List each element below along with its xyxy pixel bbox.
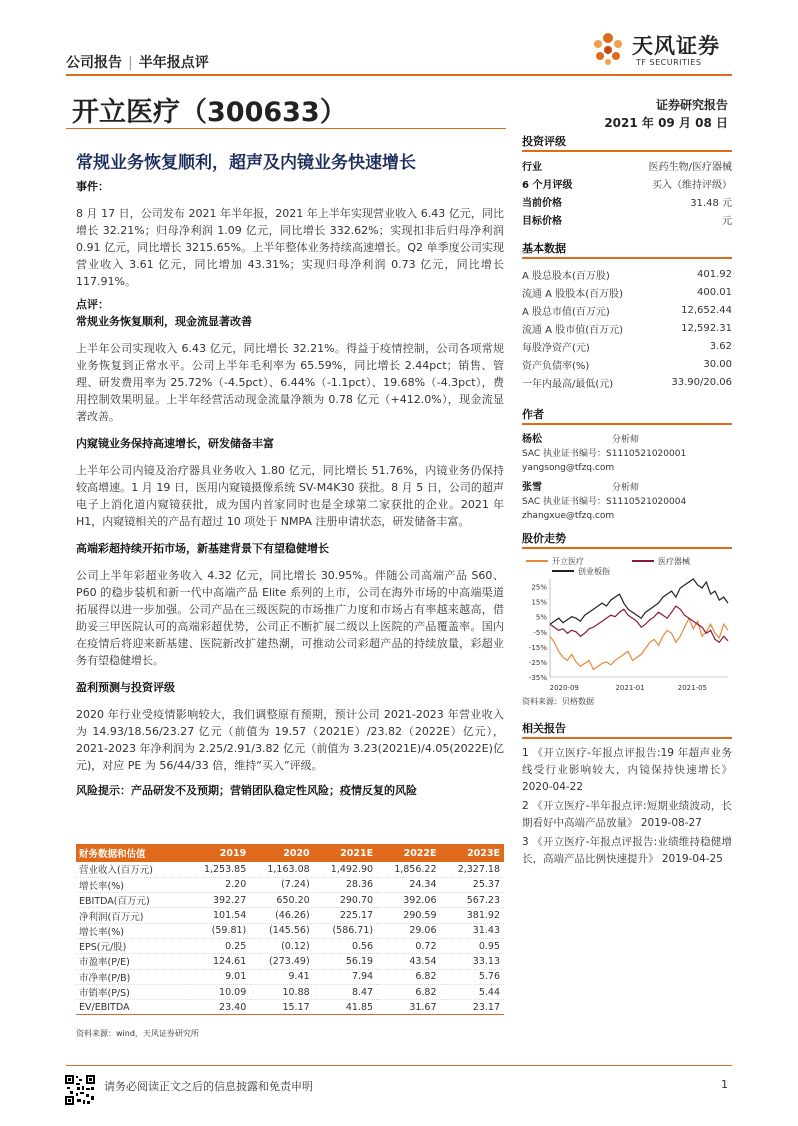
y-tick-label: 25%	[531, 583, 547, 592]
risk-line	[76, 782, 504, 799]
financial-cell: 8.47	[314, 984, 377, 999]
legend-label: 开立医疗	[552, 557, 584, 566]
series-line-2	[550, 606, 728, 642]
financial-cell: 2,327.18	[441, 862, 504, 877]
financial-cell: 31.43	[441, 923, 504, 938]
footer-disclaimer: 请务必阅读正文之后的信息披露和免责申明	[104, 1080, 313, 1093]
section4-title: 盈利预测与投资评级	[76, 681, 175, 694]
financial-cell: 25.37	[441, 877, 504, 892]
page-number: 1	[721, 1078, 728, 1091]
financial-cell: (586.71)	[314, 923, 377, 938]
x-tick-label: 2021-01	[615, 684, 645, 692]
financial-cell: 0.72	[377, 938, 440, 953]
financial-cell: 0.25	[187, 938, 250, 953]
financial-row	[76, 877, 504, 892]
brand-name-en: TF SECURITIES	[636, 58, 702, 67]
basic-data-key: A 股总市值(百万元)	[522, 306, 610, 318]
financial-cell: (7.24)	[250, 877, 313, 892]
brand-name-cn: 天风证券	[632, 34, 720, 58]
financial-cell: 5.76	[441, 969, 504, 984]
legend-label: 创业板指	[578, 567, 610, 576]
financial-row-label: 增长率(%)	[76, 923, 187, 938]
y-tick-label: -15%	[528, 643, 547, 652]
financial-table	[76, 844, 504, 1015]
financial-cell: (46.26)	[250, 908, 313, 923]
series-line-3	[550, 579, 728, 624]
author-name-line	[522, 481, 732, 495]
risk-title: 风险提示：	[76, 784, 131, 797]
basic-data-value: 3.62	[709, 340, 732, 352]
financial-cell: 31.67	[377, 1000, 440, 1015]
legend-label: 医疗器械	[658, 557, 690, 566]
financial-cell: 392.06	[377, 893, 440, 908]
event-title: 事件：	[76, 180, 109, 193]
report-category: 公司报告 | 半年报点评	[66, 55, 209, 71]
comment-title: 点评：	[76, 298, 109, 311]
basic-data-key: 资产负债率(%)	[522, 360, 590, 372]
financial-header-cell: 2022E	[377, 844, 440, 862]
financial-cell: 10.88	[250, 984, 313, 999]
basic-data-key: 每股净资产(元)	[522, 342, 590, 354]
financial-row	[76, 893, 504, 908]
financial-row-label: 市销率(P/S)	[76, 984, 187, 999]
financial-cell: 392.27	[187, 893, 250, 908]
basics-title: 基本数据	[522, 240, 732, 259]
basic-data-value: 12,592.31	[681, 322, 732, 334]
financial-cell: 23.17	[441, 1000, 504, 1015]
financial-cell: 6.82	[377, 969, 440, 984]
financial-cell: 28.36	[314, 877, 377, 892]
y-tick-label: -35%	[528, 674, 547, 682]
financial-cell: 290.70	[314, 893, 377, 908]
basic-data-row	[522, 373, 732, 391]
section2-title: 内窥镜业务保持高速增长，研发储备丰富	[76, 437, 274, 450]
financial-row	[76, 1000, 504, 1015]
related-report-item[interactable]: 3 《开立医疗-年报点评报告:业绩维持稳健增长，高端产品比例快速提升》 2019-04-25	[522, 836, 732, 865]
rating-value: 医药生物/医疗器械	[648, 161, 732, 173]
rating-key: 6 个月评级	[522, 179, 573, 191]
financial-cell: 0.56	[314, 938, 377, 953]
basic-data-key: 流通 A 股股本(百万股)	[522, 288, 624, 300]
y-tick-label: -5%	[533, 628, 547, 637]
section4-text: 2020 年行业受疫情影响较大，我们调整原有预期，预计公司 2021-2023 年营业收入为 14.93/18.56/23.27 亿元（前值为 19.57（2021E）/23.82（2022E）亿元），2021-2023 年净利润为 2.25/2.91/3.82 亿元（前值为 3.23(2021E)/4.05(2022E)亿元)，对应 PE 为 56/44/33 倍，维持“买入”评级。	[76, 708, 504, 772]
author-block	[522, 481, 732, 523]
rating-row	[522, 210, 732, 228]
financial-row-label: 增长率(%)	[76, 877, 187, 892]
footer-divider	[66, 1065, 732, 1066]
financial-row	[76, 938, 504, 953]
related-report-item[interactable]: 2 《开立医疗-半年报点评:短期业绩波动，长期看好中高端产品放量》 2019-08-27	[522, 800, 732, 829]
body-column	[76, 178, 504, 799]
basic-data-value: 30.00	[703, 358, 732, 370]
stock-trend-chart	[522, 553, 732, 693]
basic-data-row	[522, 265, 732, 283]
section3-text: 公司上半年彩超业务收入 4.32 亿元，同比增长 30.95%。伴随公司高端产品 S60、P60 的稳步装机和新一代中高端产品 Elite 系列的上市，公司在海外市场的中高端渠道拓展得以进一步加强。公司产品在三级医院的市场推广力度和市场占有率越来越高，借助妥三甲医院认可的高端彩超优势，公司正不断扩展二级以上医院的产品覆盖率。国内在疫情后将迎来新基建、医院新改扩建热潮，可推动公司彩超产品的持续放量，彩超业务有望稳健增长。	[76, 569, 504, 667]
basic-data-key: 一年内最高/最低(元)	[522, 378, 614, 390]
financial-cell: 10.09	[187, 984, 250, 999]
basic-data-key: A 股总股本(百万股)	[522, 270, 610, 282]
related-panel	[522, 720, 732, 870]
subcategory-label: 半年报点评	[138, 55, 209, 71]
financial-row	[76, 954, 504, 969]
financial-cell: 1,163.08	[250, 862, 313, 877]
financial-cell: 41.85	[314, 1000, 377, 1015]
financial-cell: 23.40	[187, 1000, 250, 1015]
basic-data-row	[522, 355, 732, 373]
author-role: 分析师	[612, 483, 640, 493]
rating-title: 投资评级	[522, 133, 732, 152]
financial-header-cell: 2019	[187, 844, 250, 862]
financial-cell: (0.12)	[250, 938, 313, 953]
event-text: 8 月 17 日，公司发布 2021 年半年报，2021 年上半年实现营业收入 6.43 亿元，同比增长 32.21%；归母净利润 1.09 亿元，同比增长 332.62%；实现扣非后归母净利润 0.91 亿元，同比增长 3215.65%。上半年整体业务持续高速增长。Q2 单季度公司实现营业收入 3.61 亿元，同比增加 43.31%；实现归母净利润 0.73 亿元，同比增长 117.91%。	[76, 207, 504, 288]
financial-row-label: EPS(元/股)	[76, 938, 187, 953]
rating-key: 目标价格	[522, 215, 562, 227]
financial-row-label: 净利润(百万元)	[76, 908, 187, 923]
report-type: 证券研究报告	[655, 98, 728, 112]
author-email[interactable]: yangsong@tfzq.com	[522, 463, 615, 473]
basic-data-row	[522, 319, 732, 337]
financial-cell: 15.17	[250, 1000, 313, 1015]
basic-data-value: 401.92	[697, 268, 732, 280]
rating-row	[522, 174, 732, 192]
basic-data-row	[522, 283, 732, 301]
section1-title: 常规业务恢复顺利，现金流显著改善	[76, 315, 252, 328]
financial-cell: 56.19	[314, 954, 377, 969]
financial-cell: (273.49)	[250, 954, 313, 969]
financial-cell: 9.41	[250, 969, 313, 984]
related-report-item[interactable]: 1 《开立医疗-年报点评报告:19 年超声业务线受行业影响较大，内镜保持快速增长》 2020-04-22	[522, 747, 732, 793]
financial-cell: 124.61	[187, 954, 250, 969]
author-cert: SAC 执业证书编号：S1110521020004	[522, 497, 687, 507]
trend-title: 股价走势	[522, 530, 732, 549]
basics-panel	[522, 240, 732, 391]
related-title: 相关报告	[522, 720, 732, 739]
report-date: 2021 年 09 月 08 日	[604, 116, 728, 130]
financial-header-cell: 财务数据和估值	[76, 844, 187, 862]
series-line-1	[550, 618, 728, 669]
title-divider	[66, 128, 506, 129]
financial-cell: 5.44	[441, 984, 504, 999]
financial-cell: 1,253.85	[187, 862, 250, 877]
basic-data-value: 12,652.44	[681, 304, 732, 316]
section2-text: 上半年公司内镜及治疗器具业务收入 1.80 亿元，同比增长 51.76%，内镜业务仍保持较高增速。1 月 19 日，医用内窥镜摄像系统 SV-M4K30 获批。8 月 5 日，公司的超声电子上消化道内窥镜获批，成为国内首家同时也是全球第二家获批的企业。2021 年 H1，内窥镜相关的产品有超过 10 项处于 NMPA 注册申请状态，研发储备丰富。	[76, 464, 504, 528]
basic-data-row	[522, 337, 732, 355]
financial-header-cell: 2021E	[314, 844, 377, 862]
financial-cell: 2.20	[187, 877, 250, 892]
x-tick-label: 2021-05	[677, 684, 708, 692]
y-tick-label: -25%	[528, 658, 547, 667]
category-label: 公司报告	[66, 55, 122, 71]
financial-header-cell: 2020	[250, 844, 313, 862]
rating-key: 行业	[522, 161, 542, 173]
author-name: 杨松	[522, 434, 542, 445]
financial-row-label: EBITDA(百万元)	[76, 893, 187, 908]
trend-source: 资料来源：贝格数据	[522, 697, 594, 706]
authors-panel	[522, 406, 732, 523]
financial-row-label: 市盈率(P/E)	[76, 954, 187, 969]
section1-text: 上半年公司实现收入 6.43 亿元，同比增长 32.21%。得益于疫情控制，公司各项常规业务恢复到正常水平。公司上半年毛利率为 65.59%，同比增长 2.44pct；销售、管理、研发费用率为 25.72%（-4.5pct）、6.44%（-1.1pct）、19.68%（-4.3pct），费用控制效果明显。上半年经营活动现金流量净额为 0.78 亿元（+412.0%），现金流显著改善。	[76, 342, 504, 423]
financial-row-label: 营业收入(百万元)	[76, 862, 187, 877]
y-tick-label: 5%	[535, 613, 547, 622]
financial-cell: 29.06	[377, 923, 440, 938]
author-name-line	[522, 433, 732, 447]
financial-cell: 290.59	[377, 908, 440, 923]
financial-cell: 24.34	[377, 877, 440, 892]
financial-cell: 7.94	[314, 969, 377, 984]
y-tick-label: 15%	[531, 598, 547, 607]
financial-cell: 6.82	[377, 984, 440, 999]
header-divider	[66, 74, 732, 76]
rating-row	[522, 192, 732, 210]
financial-cell: 567.23	[441, 893, 504, 908]
trend-panel	[522, 530, 732, 707]
rating-panel	[522, 133, 732, 228]
basic-data-row	[522, 301, 732, 319]
financial-cell: 225.17	[314, 908, 377, 923]
financial-header-cell: 2023E	[441, 844, 504, 862]
company-title: 开立医疗（300633）	[72, 97, 347, 128]
financial-row	[76, 984, 504, 999]
basic-data-value: 400.01	[697, 286, 732, 298]
financial-source: 资料来源：wind，天风证券研究所	[76, 1029, 199, 1038]
author-role: 分析师	[612, 435, 640, 445]
rating-value: 元	[722, 215, 732, 227]
financial-cell: 381.92	[441, 908, 504, 923]
qr-code-icon[interactable]	[64, 1074, 96, 1106]
report-headline: 常规业务恢复顺利，超声及内镜业务快速增长	[76, 153, 416, 173]
author-name: 张雪	[522, 482, 542, 493]
risk-text: 产品研发不及预期；营销团队稳定性风险；疫情反复的风险	[131, 784, 417, 797]
financial-cell: (59.81)	[187, 923, 250, 938]
financial-row	[76, 969, 504, 984]
author-cert: SAC 执业证书编号：S1110521020001	[522, 449, 687, 459]
financial-cell: 650.20	[250, 893, 313, 908]
author-block	[522, 433, 732, 475]
rating-row	[522, 156, 732, 174]
basic-data-value: 33.90/20.06	[671, 376, 732, 388]
author-email[interactable]: zhangxue@tfzq.com	[522, 511, 615, 521]
financial-cell: 9.01	[187, 969, 250, 984]
rating-value: 买入（维持评级）	[652, 179, 732, 191]
financial-row-label: 市净率(P/B)	[76, 969, 187, 984]
basic-data-key: 流通 A 股市值(百万元)	[522, 324, 624, 336]
financial-row-label: EV/EBITDA	[76, 1000, 187, 1015]
section3-title: 高端彩超持续开拓市场，新基建背景下有望稳健增长	[76, 542, 329, 555]
financial-row	[76, 908, 504, 923]
financial-cell: 0.95	[441, 938, 504, 953]
financial-table-header	[76, 844, 504, 862]
financial-row	[76, 923, 504, 938]
financial-cell: 43.54	[377, 954, 440, 969]
rating-key: 当前价格	[522, 197, 562, 209]
financial-row	[76, 862, 504, 877]
brand-logo	[588, 24, 738, 74]
rating-value: 31.48 元	[690, 197, 732, 209]
brand-flower-icon	[588, 26, 628, 70]
authors-title: 作者	[522, 406, 732, 425]
financial-cell: 101.54	[187, 908, 250, 923]
financial-cell: 1,856.22	[377, 862, 440, 877]
x-tick-label: 2020-09	[549, 684, 579, 692]
financial-cell: 1,492.90	[314, 862, 377, 877]
financial-cell: 33.13	[441, 954, 504, 969]
financial-cell: (145.56)	[250, 923, 313, 938]
